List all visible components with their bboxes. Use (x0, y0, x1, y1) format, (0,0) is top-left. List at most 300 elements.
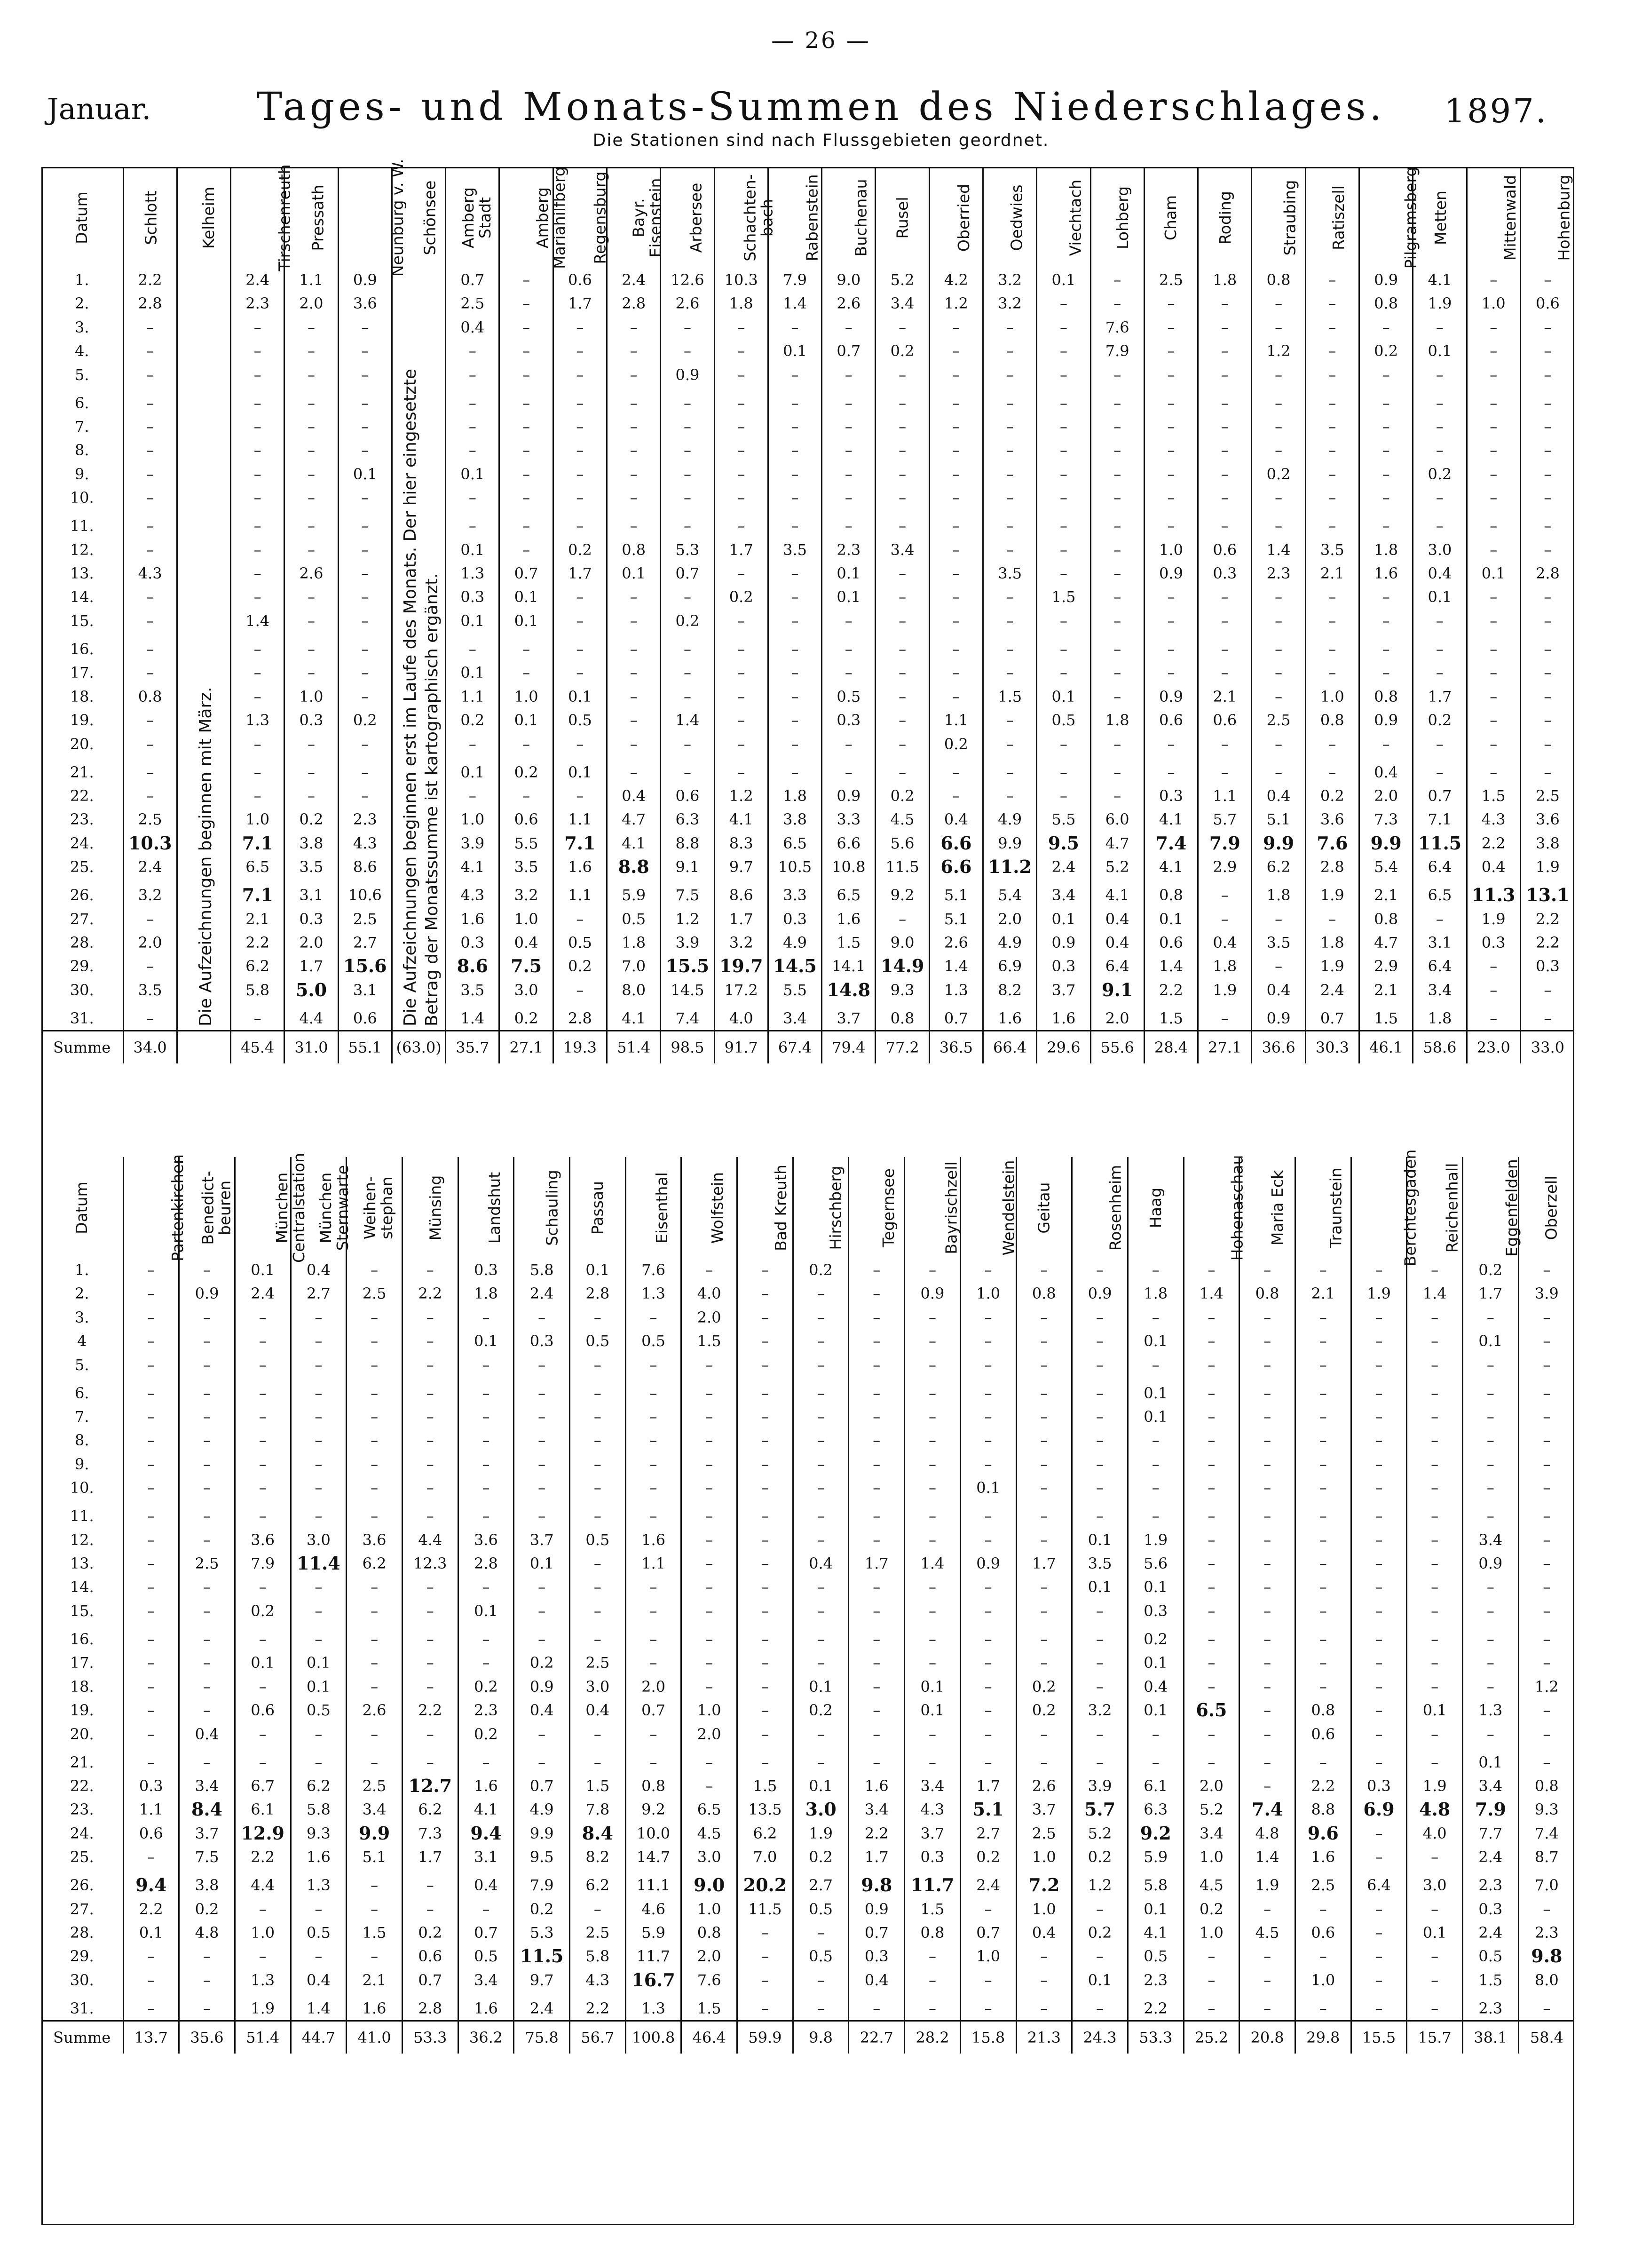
value-cell: 2.2 (231, 931, 284, 954)
value-cell: – (849, 1992, 905, 2021)
value-cell: – (905, 1258, 961, 1282)
value-cell: – (338, 633, 392, 661)
value-cell: – (905, 1599, 961, 1623)
value-cell: – (458, 1651, 514, 1674)
value-cell: – (570, 1377, 626, 1405)
value-cell: – (1520, 268, 1574, 292)
value-cell: – (1518, 1329, 1574, 1353)
value-cell: – (822, 415, 876, 438)
value-cell: 17.2 (714, 978, 768, 1002)
value-cell: – (793, 1575, 849, 1599)
value-cell: – (1359, 585, 1413, 609)
value-cell: 1.8 (1128, 1282, 1184, 1305)
value-cell: – (876, 708, 929, 732)
value-cell: – (235, 1306, 291, 1329)
value-cell: 1.4 (1252, 538, 1305, 562)
sum-cell: 36.6 (1252, 1031, 1305, 1064)
value-cell: – (1407, 1405, 1463, 1428)
value-cell: – (284, 633, 338, 661)
value-cell: 2.8 (553, 1002, 607, 1031)
sum-cell: 29.6 (1037, 1031, 1090, 1064)
sum-cell: 51.4 (235, 2021, 291, 2054)
value-cell: – (1351, 1675, 1407, 1698)
value-cell: – (793, 1452, 849, 1476)
value-cell: – (1467, 387, 1520, 415)
value-cell: – (1037, 339, 1090, 363)
value-cell: 0.8 (1252, 268, 1305, 292)
value-cell: – (905, 1746, 961, 1774)
value-cell: – (793, 1329, 849, 1353)
value-cell: 3.2 (983, 268, 1037, 292)
value-cell: – (446, 486, 499, 509)
value-cell: – (793, 1528, 849, 1552)
value-cell: – (1295, 1599, 1351, 1623)
value-cell: – (123, 1282, 179, 1305)
value-cell: – (1351, 1845, 1407, 1869)
column-header-label: München Sternwarte (316, 1165, 352, 1251)
value-cell: – (179, 1528, 235, 1552)
value-cell: – (960, 1698, 1016, 1722)
value-cell: – (1518, 1897, 1574, 1921)
value-cell: – (768, 415, 821, 438)
value-cell: – (1520, 633, 1574, 661)
value-cell: 0.1 (1037, 268, 1090, 292)
value-cell: – (235, 1428, 291, 1452)
sum-cell: 46.1 (1359, 1031, 1413, 1064)
value-cell: 4.1 (1413, 268, 1467, 292)
value-cell: 2.3 (1252, 562, 1305, 585)
value-cell: – (1072, 1623, 1128, 1651)
value-cell: 1.9 (1467, 907, 1520, 931)
value-cell: 1.4 (929, 954, 983, 978)
value-cell: – (284, 661, 338, 684)
value-cell: – (231, 339, 284, 363)
value-cell: 0.2 (458, 1722, 514, 1746)
value-cell: – (553, 415, 607, 438)
value-cell: 0.4 (1090, 931, 1144, 954)
sum-label: Summe (41, 1031, 123, 1064)
value-cell: – (1016, 1405, 1072, 1428)
day-cell: 23. (70, 1800, 94, 1819)
value-cell: – (1359, 609, 1413, 633)
note-schoensee-line1: Die Aufzeichnungen beginnen erst im Laufe des Monats. Der hier eingesetzte (401, 368, 420, 1026)
value-cell: 2.3 (338, 808, 392, 831)
value-cell: 0.8 (681, 1921, 737, 1944)
value-cell: 2.3 (1463, 1869, 1519, 1897)
value-cell: – (1184, 1258, 1239, 1282)
value-cell: – (458, 1306, 514, 1329)
column-header-label: Partenkirchen (168, 1154, 187, 1261)
value-cell: 2.0 (1090, 1002, 1144, 1031)
value-cell: – (737, 1968, 793, 1992)
value-cell: – (607, 732, 661, 756)
value-cell: – (235, 1623, 291, 1651)
value-cell: 0.1 (123, 1921, 179, 1944)
value-cell: 2.8 (570, 1282, 626, 1305)
value-cell: – (402, 1258, 458, 1282)
value-cell: 2.3 (1463, 1992, 1519, 2021)
value-cell: – (347, 1623, 403, 1651)
value-cell: 8.3 (714, 832, 768, 855)
value-cell: 8.8 (607, 855, 661, 879)
value-cell: – (607, 486, 661, 509)
value-cell: 11.4 (291, 1552, 347, 1575)
value-cell: 0.5 (291, 1698, 347, 1722)
value-cell: – (1239, 1258, 1295, 1282)
value-cell: – (768, 486, 821, 509)
value-cell: – (1072, 1944, 1128, 1968)
value-cell: – (123, 438, 177, 462)
value-cell: – (553, 784, 607, 808)
sum-cell: 19.3 (553, 1031, 607, 1064)
day-cell: 27. (70, 910, 94, 928)
value-cell: 0.8 (1016, 1282, 1072, 1305)
value-cell: 5.9 (1128, 1845, 1184, 1869)
value-cell: – (570, 1428, 626, 1452)
value-cell: – (1351, 1822, 1407, 1845)
value-cell: 0.1 (793, 1774, 849, 1798)
value-cell: 1.0 (960, 1282, 1016, 1305)
value-cell: 1.9 (1407, 1774, 1463, 1798)
value-cell: 7.9 (1463, 1798, 1519, 1821)
value-cell: 3.4 (347, 1798, 403, 1821)
value-cell: – (625, 1377, 681, 1405)
value-cell: 2.1 (1198, 685, 1252, 708)
value-cell: 8.2 (983, 978, 1037, 1002)
value-cell: – (768, 462, 821, 486)
value-cell: 2.5 (570, 1651, 626, 1674)
value-cell: – (1518, 1528, 1574, 1552)
value-cell: 0.8 (1239, 1282, 1295, 1305)
value-cell: 1.0 (499, 685, 553, 708)
value-cell: – (458, 1476, 514, 1499)
value-cell: 2.7 (793, 1869, 849, 1897)
value-cell: 0.2 (458, 1675, 514, 1698)
value-cell: – (1407, 1306, 1463, 1329)
value-cell: – (1463, 1599, 1519, 1623)
value-cell: 0.1 (1037, 685, 1090, 708)
value-cell: 0.2 (1016, 1675, 1072, 1698)
value-cell: 1.7 (1463, 1282, 1519, 1305)
value-cell: – (123, 633, 177, 661)
value-cell: – (905, 1722, 961, 1746)
value-cell: 15.5 (661, 954, 714, 978)
value-cell: – (1407, 1552, 1463, 1575)
value-cell: 0.3 (446, 931, 499, 954)
value-cell: – (1144, 387, 1198, 415)
page-number: — 26 — (771, 27, 871, 54)
value-cell: – (1295, 1623, 1351, 1651)
value-cell: – (1351, 1623, 1407, 1651)
value-cell: 0.4 (1128, 1675, 1184, 1698)
value-cell: 1.0 (1184, 1921, 1239, 1944)
value-cell: 14.7 (625, 1845, 681, 1869)
value-cell: – (1144, 486, 1198, 509)
value-cell: – (402, 1306, 458, 1329)
value-cell: – (607, 661, 661, 684)
value-cell: 6.1 (235, 1798, 291, 1821)
value-cell: – (1184, 1428, 1239, 1452)
value-cell: 0.1 (1128, 1405, 1184, 1428)
value-cell: – (1016, 1992, 1072, 2021)
value-cell: 0.1 (499, 609, 553, 633)
value-cell: – (849, 1476, 905, 1499)
value-cell: – (553, 661, 607, 684)
day-cell: 7. (74, 418, 89, 436)
value-cell: 1.1 (446, 685, 499, 708)
value-cell: – (1037, 661, 1090, 684)
value-cell: 0.4 (1198, 931, 1252, 954)
value-cell: 8.8 (661, 832, 714, 855)
column-header-label: Viechtach (1066, 179, 1085, 256)
day-cell: 26. (70, 886, 94, 904)
value-cell: 0.6 (123, 1822, 179, 1845)
day-cell: 30. (70, 1971, 94, 1989)
value-cell: 1.6 (458, 1992, 514, 2021)
value-cell: – (1413, 387, 1467, 415)
value-cell: 4.0 (1407, 1822, 1463, 1845)
value-cell: – (929, 585, 983, 609)
value-cell: – (737, 1623, 793, 1651)
value-cell: – (607, 339, 661, 363)
day-cell: 15. (70, 1602, 94, 1620)
value-cell: – (822, 486, 876, 509)
value-cell: – (1090, 268, 1144, 292)
value-cell: – (1467, 538, 1520, 562)
value-cell: – (1463, 1428, 1519, 1452)
value-cell: – (1090, 756, 1144, 784)
value-cell: – (1144, 609, 1198, 633)
value-cell: – (737, 1992, 793, 2021)
value-cell: – (1407, 1428, 1463, 1452)
sum-label: Summe (41, 2021, 123, 2054)
value-cell: 9.9 (514, 1822, 570, 1845)
value-cell: 4.8 (179, 1921, 235, 1944)
value-cell: – (849, 1575, 905, 1599)
value-cell: – (402, 1452, 458, 1476)
value-cell: 7.9 (235, 1552, 291, 1575)
value-cell: 3.5 (284, 855, 338, 879)
value-cell: – (983, 732, 1037, 756)
month-label: Januar. (47, 92, 151, 126)
value-cell: 1.4 (661, 708, 714, 732)
value-cell: – (1359, 661, 1413, 684)
column-header-label: Landshut (485, 1172, 504, 1244)
value-cell: – (235, 1452, 291, 1476)
value-cell: 0.3 (284, 907, 338, 931)
sum-cell: 27.1 (499, 1031, 553, 1064)
value-cell: 4.1 (1090, 879, 1144, 907)
value-cell: 3.0 (499, 978, 553, 1002)
value-cell: 4.9 (514, 1798, 570, 1821)
value-cell: 3.2 (714, 931, 768, 954)
value-cell: 4.5 (1184, 1869, 1239, 1897)
value-cell: – (338, 732, 392, 756)
value-cell: 3.2 (499, 879, 553, 907)
value-cell: 0.1 (1072, 1528, 1128, 1552)
day-cell: 3. (74, 1308, 89, 1326)
value-cell: – (849, 1651, 905, 1674)
value-cell: – (402, 1377, 458, 1405)
value-cell: 1.4 (446, 1002, 499, 1031)
value-cell: 7.5 (661, 879, 714, 907)
value-cell: – (402, 1476, 458, 1499)
value-cell: 0.8 (1359, 292, 1413, 315)
value-cell: – (1467, 415, 1520, 438)
value-cell: – (681, 1500, 737, 1528)
value-cell: – (737, 1722, 793, 1746)
value-cell: 9.9 (1252, 832, 1305, 855)
value-cell: 0.7 (1305, 1002, 1359, 1031)
value-cell: 1.2 (1072, 1869, 1128, 1897)
column-header-label: Schlott (142, 190, 160, 245)
value-cell: – (1239, 1476, 1295, 1499)
value-cell: – (849, 1675, 905, 1698)
value-cell: – (347, 1428, 403, 1452)
value-cell: – (1072, 1675, 1128, 1698)
value-cell: – (793, 1476, 849, 1499)
value-cell: – (1198, 585, 1252, 609)
value-cell: 0.1 (514, 1552, 570, 1575)
value-cell: 2.0 (625, 1675, 681, 1698)
value-cell: – (625, 1746, 681, 1774)
value-cell: – (737, 1552, 793, 1575)
day-cell: 21. (70, 763, 94, 781)
value-cell: 0.7 (661, 562, 714, 585)
value-cell: – (1128, 1428, 1184, 1452)
value-cell: 4.1 (1128, 1921, 1184, 1944)
value-cell: – (822, 363, 876, 387)
day-cell: 1. (74, 271, 89, 289)
value-cell: – (929, 756, 983, 784)
value-cell: 0.2 (1305, 784, 1359, 808)
value-cell: – (876, 633, 929, 661)
value-cell: – (179, 1746, 235, 1774)
value-cell: – (458, 1353, 514, 1377)
day-cell: 5. (74, 365, 89, 384)
value-cell: 3.1 (458, 1845, 514, 1869)
value-cell: 3.7 (1037, 978, 1090, 1002)
value-cell: – (929, 510, 983, 538)
value-cell: 2.6 (929, 931, 983, 954)
value-cell: – (1184, 1746, 1239, 1774)
value-cell: 0.2 (499, 1002, 553, 1031)
day-cell: 19. (70, 711, 94, 730)
value-cell: 12.6 (661, 268, 714, 292)
value-cell: – (681, 1599, 737, 1623)
value-cell: – (1351, 1476, 1407, 1499)
value-cell: 1.8 (458, 1282, 514, 1305)
value-cell: – (737, 1405, 793, 1428)
value-cell: 0.3 (1463, 1897, 1519, 1921)
column-header-label: Eisenthal (652, 1172, 671, 1244)
value-cell: – (905, 1623, 961, 1651)
value-cell: – (983, 784, 1037, 808)
value-cell: – (1359, 732, 1413, 756)
value-cell: 0.1 (822, 562, 876, 585)
sum-cell: 21.3 (1016, 2021, 1072, 2054)
value-cell: – (347, 1675, 403, 1698)
value-cell: 2.9 (1359, 954, 1413, 978)
value-cell: – (1239, 1774, 1295, 1798)
value-cell: – (849, 1428, 905, 1452)
value-cell: – (514, 1746, 570, 1774)
value-cell: – (1144, 438, 1198, 462)
value-cell: – (714, 510, 768, 538)
value-cell: – (1520, 363, 1574, 387)
value-cell: – (737, 1282, 793, 1305)
value-cell: 2.0 (1359, 784, 1413, 808)
value-cell: 0.4 (446, 316, 499, 339)
value-cell: 11.1 (625, 1869, 681, 1897)
value-cell: – (625, 1476, 681, 1499)
value-cell: – (1090, 609, 1144, 633)
value-cell: – (291, 1428, 347, 1452)
value-cell: 2.4 (514, 1992, 570, 2021)
value-cell: 2.2 (1520, 907, 1574, 931)
value-cell: – (179, 1353, 235, 1377)
value-cell: 1.0 (235, 1921, 291, 1944)
value-cell: 1.9 (1198, 978, 1252, 1002)
value-cell: – (1305, 907, 1359, 931)
value-cell: 0.5 (291, 1921, 347, 1944)
value-cell: – (338, 486, 392, 509)
value-cell: – (1239, 1377, 1295, 1405)
value-cell: – (347, 1722, 403, 1746)
value-cell: – (960, 1992, 1016, 2021)
value-cell: 0.5 (1128, 1944, 1184, 1968)
value-cell: – (876, 415, 929, 438)
value-cell: 5.6 (1128, 1552, 1184, 1575)
value-cell: 0.1 (1128, 1575, 1184, 1599)
sum-cell: 35.7 (446, 1031, 499, 1064)
value-cell: – (1252, 732, 1305, 756)
day-cell: 8. (74, 1431, 89, 1450)
value-cell: – (983, 756, 1037, 784)
value-cell: 10.3 (714, 268, 768, 292)
value-cell: – (553, 486, 607, 509)
value-cell: 5.4 (983, 879, 1037, 907)
value-cell: – (1072, 1500, 1128, 1528)
value-cell: – (235, 1377, 291, 1405)
value-cell: – (1413, 907, 1467, 931)
day-cell: 2. (74, 294, 89, 313)
value-cell: 4.9 (768, 931, 821, 954)
value-cell: – (1037, 387, 1090, 415)
column-header-label: Oberzell (1542, 1175, 1561, 1240)
day-cell: 10. (70, 1479, 94, 1497)
value-cell: – (960, 1528, 1016, 1552)
sum-cell: 27.1 (1198, 1031, 1252, 1064)
value-cell: – (123, 1698, 179, 1722)
day-cell: 23. (70, 810, 94, 829)
value-cell: 3.4 (876, 292, 929, 315)
value-cell: – (1467, 486, 1520, 509)
value-cell: 1.8 (1090, 708, 1144, 732)
value-cell: 1.9 (1305, 879, 1359, 907)
value-cell: 0.2 (793, 1698, 849, 1722)
value-cell: – (123, 1599, 179, 1623)
value-cell: – (338, 387, 392, 415)
value-cell: – (1128, 1746, 1184, 1774)
value-cell: 4.3 (123, 562, 177, 585)
value-cell: 1.5 (570, 1774, 626, 1798)
value-cell: – (607, 415, 661, 438)
column-header-label: Regensburg (591, 171, 609, 264)
value-cell: – (1351, 1552, 1407, 1575)
value-cell: 20.2 (737, 1869, 793, 1897)
value-cell: – (284, 510, 338, 538)
